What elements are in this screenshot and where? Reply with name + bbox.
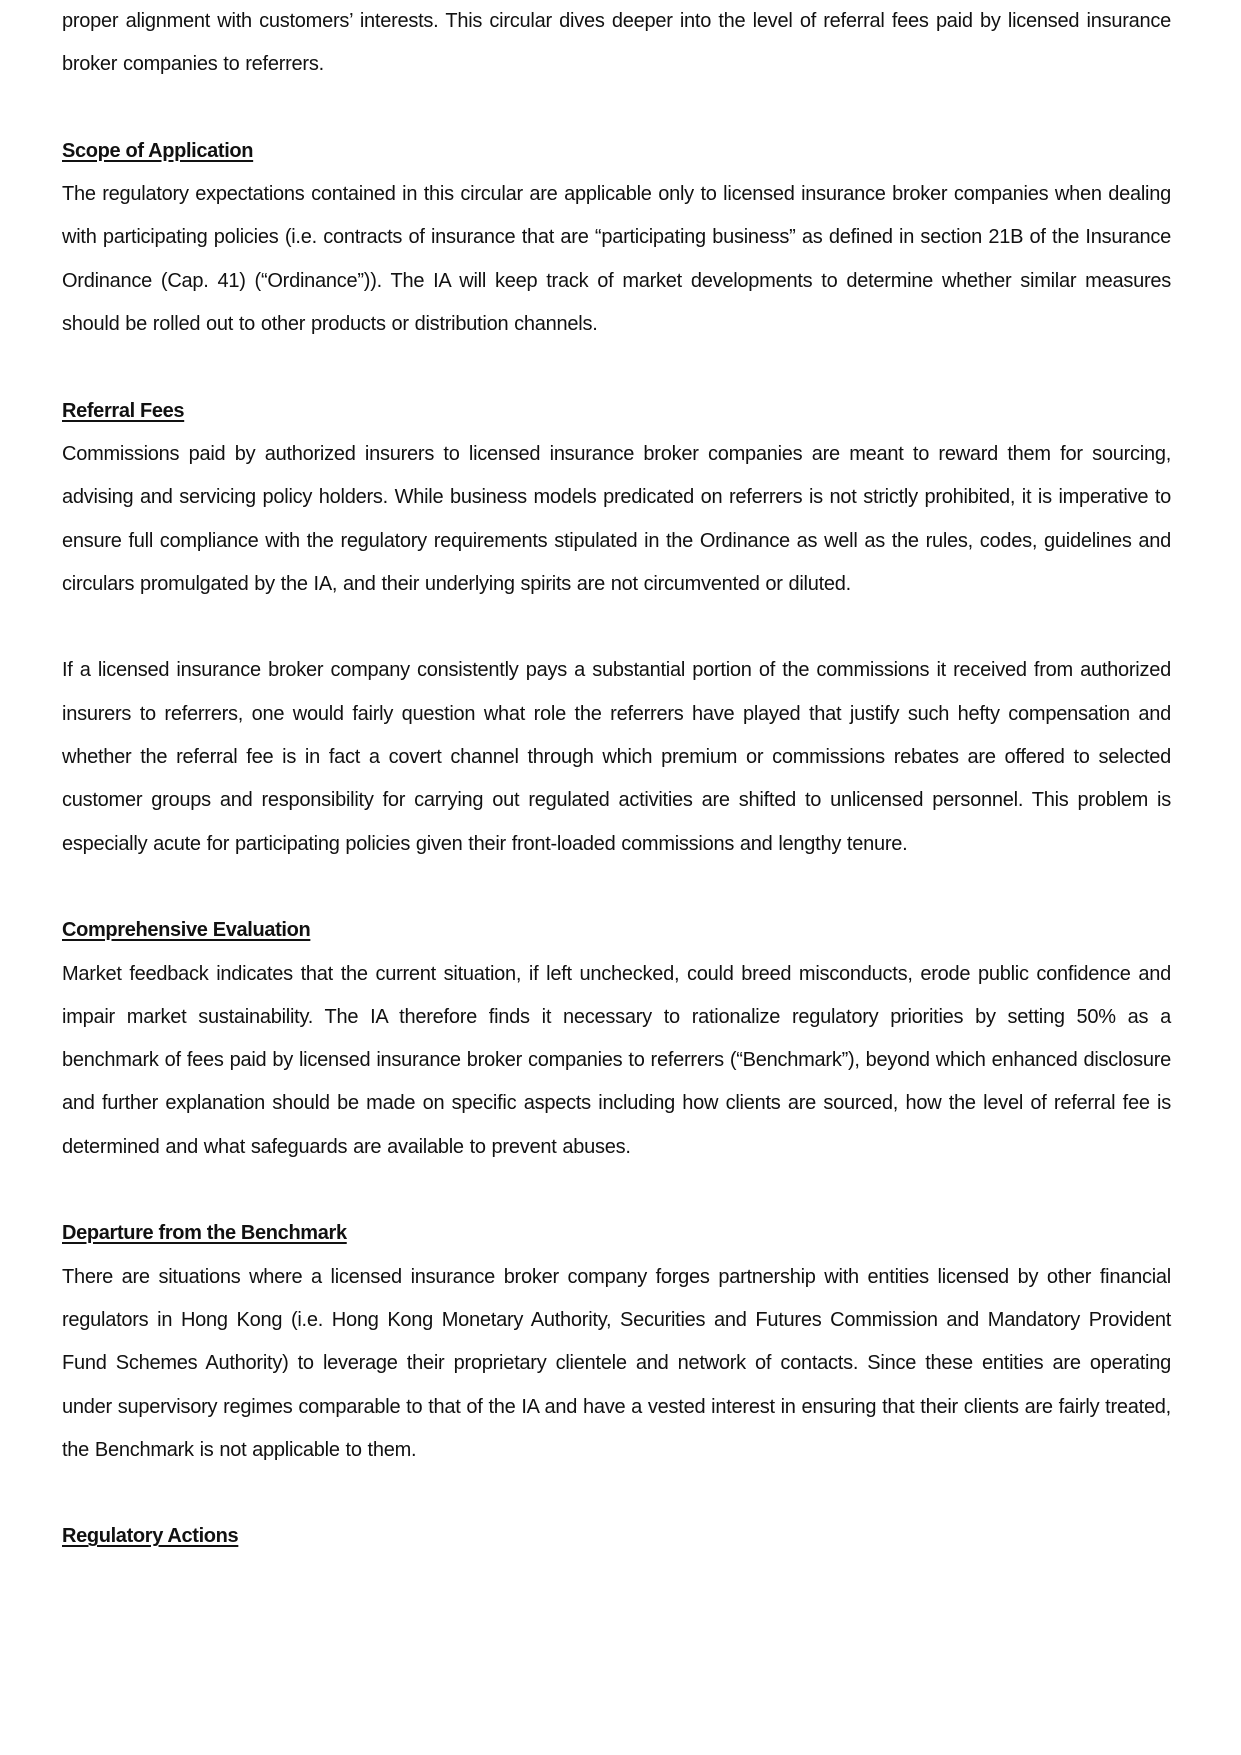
section-comprehensive-evaluation [62,909,1171,1169]
section-referral-fees [62,390,1171,866]
section-departure-from-benchmark [62,1212,1171,1472]
spacer [62,606,1171,649]
spacer [62,87,1171,130]
document-page [62,0,1171,1559]
spacer [62,1169,1171,1212]
section-paragraph: There are situations where a licensed insurance broker company forges partnership with entities licensed by other financial regulators in Hong Kong (i.e. Hong Kong Monetary Authority, Securities and Futures Commission and Mandatory Provident Fund Schemes Authority) to leverage their proprietary clientele and network of contacts. Since these entities are operating under supervisory regimes comparable to that of the IA and have a vested interest in ensuring that their clients are fairly treated, the Benchmark is not applicable to them. [62,1265,1171,1461]
section-paragraph: The regulatory expectations contained in this circular are applicable only to licensed insurance broker companies when dealing with participating policies (i.e. contracts of insurance that are “participating business” as defined in section 21B of the Insurance Ordinance (Cap. 41) (“Ordinance”)). The IA will keep track of market developments to determine whether similar measures should be rolled out to other products or distribution channels. [62,183,1171,336]
section-regulatory-actions [62,1515,1171,1558]
section-heading: Departure from the Benchmark [62,1222,347,1245]
section-paragraph: If a licensed insurance broker company consistently pays a substantial portion of the commissions it received from authorized insurers to referrers, one would fairly question what role the referrers have played that justify such hefty compensation and whether the referral fee is in fact a covert channel through which premium or commissions rebates are offered to selected customer groups and responsibility for carrying out regulated activities are shifted to unlicensed personnel. This problem is especially acute for participating policies given their front-loaded commissions and lengthy tenure. [62,659,1171,855]
section-heading: Referral Fees [62,399,185,422]
section-paragraph: Commissions paid by authorized insurers to licensed insurance broker companies are meant to reward them for sourcing, advising and servicing policy holders. While business models predicated on referrers is not strictly prohibited, it is imperative to ensure full compliance with the regulatory requirements stipulated in the Ordinance as well as the rules, codes, guidelines and circulars promulgated by the IA, and their underlying spirits are not circumvented or diluted. [62,442,1171,595]
spacer [62,1472,1171,1515]
spacer [62,866,1171,909]
section-paragraph: Market feedback indicates that the current situation, if left unchecked, could breed misconducts, erode public confidence and impair market sustainability. The IA therefore finds it necessary to rationalize regulatory priorities by setting 50% as a benchmark of fees paid by licensed insurance broker companies to referrers (“Benchmark”), beyond which enhanced disclosure and further explanation should be made on specific aspects including how clients are sourced, how the level of referral fee is determined and what safeguards are available to prevent abuses. [62,962,1171,1158]
intro-paragraph: proper alignment with customers’ interests. This circular dives deeper into the level of referral fees paid by licensed insurance broker companies to referrers. [62,10,1171,76]
section-heading: Comprehensive Evaluation [62,919,311,942]
spacer [62,346,1171,389]
section-scope-of-application [62,130,1171,346]
section-heading: Scope of Application [62,139,254,162]
section-heading: Regulatory Actions [62,1525,239,1548]
